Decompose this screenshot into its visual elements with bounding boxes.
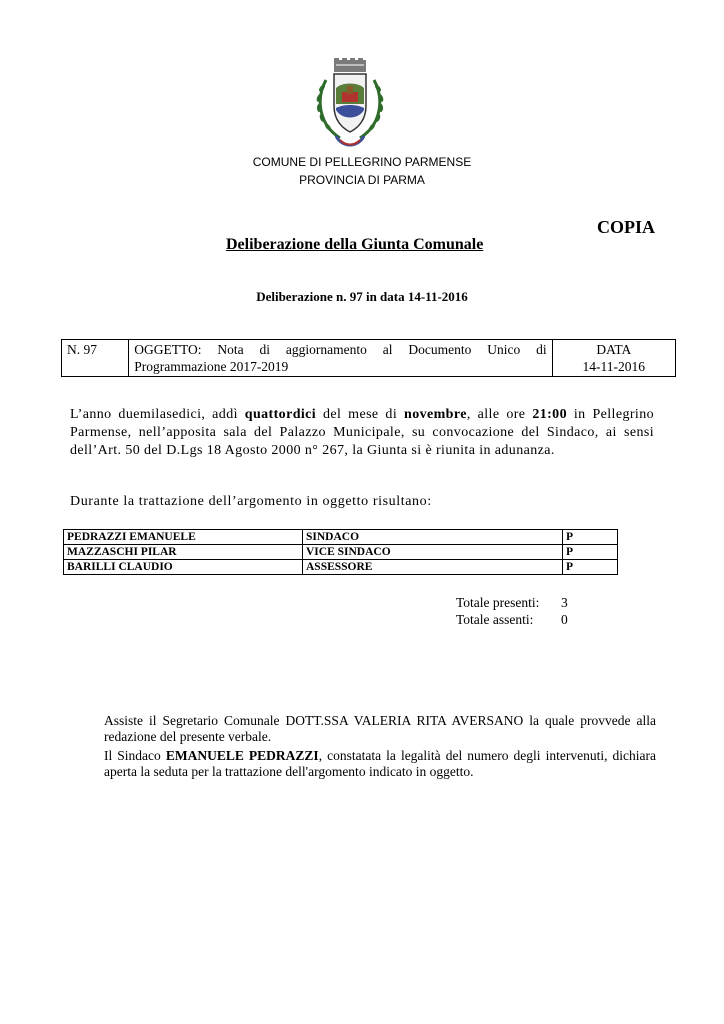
member-name: BARILLI CLAUDIO [64,560,303,575]
member-status: P [563,530,618,545]
date-cell [552,340,675,377]
totale-assenti-label: Totale assenti: [456,612,534,627]
intro-paragraph [70,406,654,460]
intro-giorno: quattordici [244,407,317,422]
copia-stamp: COPIA [597,217,655,237]
intro-text: del mese di [316,407,405,422]
totale-presenti-label: Totale presenti: [456,595,540,610]
document-title: Deliberazione della Giunta Comunale [226,236,484,253]
sindaco-text: Il Sindaco [104,748,166,763]
intro-text: , alle ore [466,407,533,422]
table-row [62,340,676,377]
presenze-table [63,529,618,575]
member-status: P [563,545,618,560]
totale-assenti [456,612,568,628]
comune-heading: COMUNE DI PELLEGRINO PARMENSE [252,155,472,169]
table-row [64,545,618,560]
date-label: DATA [596,342,632,357]
member-role: SINDACO [303,530,563,545]
provincia-heading: PROVINCIA DI PARMA [299,173,425,187]
totale-presenti [456,595,568,611]
sindaco-text: , constatata la legalità del numero degli intervenuti, dichiara aperta la seduta per la trattazione dell'argomento indicato in oggetto. [104,748,656,779]
segretario-paragraph: Assiste il Segretario Comunale DOTT.SSA VALERIA RITA AVERSANO la quale provvede alla redazione del presente verbale. [104,713,656,744]
oggetto-cell: OGGETTO: Nota di aggiornamento al Documento Unico di Programmazione 2017-2019 [129,340,552,377]
sindaco-name: EMANUELE PEDRAZZI [165,748,319,763]
durante-paragraph: Durante la trattazione dell’argomento in oggetto risultano: [70,494,432,509]
table-row [64,530,618,545]
totale-presenti-value: 3 [561,595,568,610]
totale-assenti-value: 0 [561,612,568,627]
table-row [64,560,618,575]
intro-text: in Pellegrino Parmense, nell’apposita sala del Palazzo Municipale, su convocazione del Sindaco, ai sensi dell’Art. 50 del D.Lgs 18 Agosto 2000 n° 267, la Giunta si è riunita in adunanza. [70,407,655,458]
delibera-number-cell: N. 97 [62,340,129,377]
member-name: PEDRAZZI EMANUELE [64,530,303,545]
oggetto-table [61,339,676,377]
member-status: P [563,560,618,575]
intro-text: L’anno duemilasedici, addì [70,407,245,422]
member-role: VICE SINDACO [303,545,563,560]
member-role: ASSESSORE [303,560,563,575]
date-value: 14-11-2016 [582,359,646,374]
intro-ora: 21:00 [532,407,567,422]
sindaco-paragraph [104,748,656,780]
municipal-crest-logo [312,58,388,150]
intro-mese: novembre [404,407,467,422]
member-name: MAZZASCHI PILAR [64,545,303,560]
deliberazione-number-line: Deliberazione n. 97 in data 14-11-2016 [256,289,468,304]
